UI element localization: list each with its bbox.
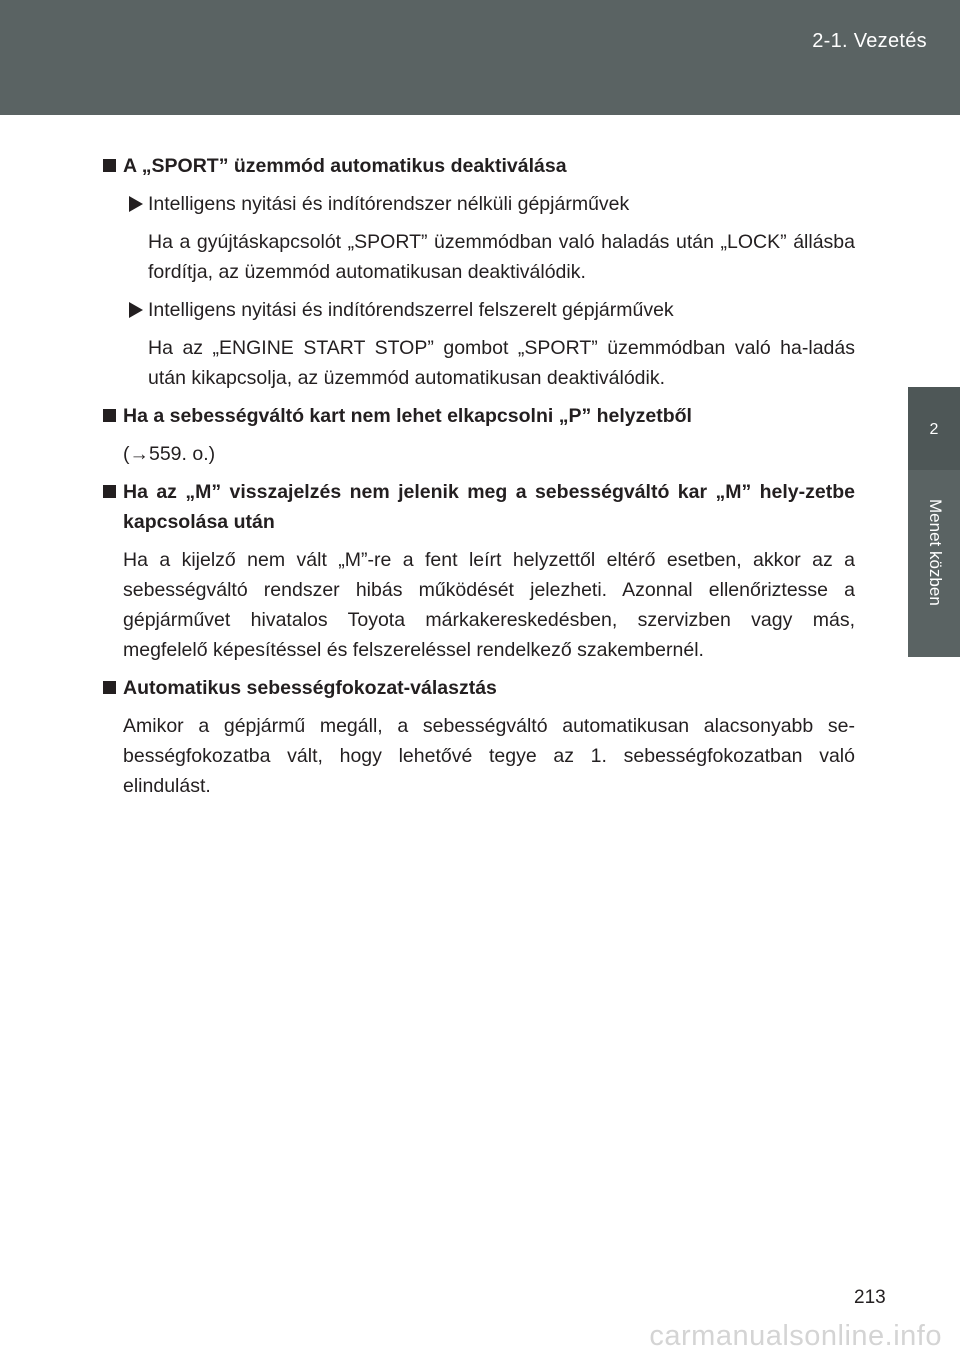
paragraph: Ha a kijelző nem vált „M”-re a fent leírt helyzettől eltérő esetben, akkor az a sebességváltó rendszer hibás működését jelezheti. Azonnal ellenőriztesse a gépjárművet hivatalos Toyota márkakereskedésben, szervizben vagy más, megfelelő képesítéssel és felszereléssel rendelkező szakembernél. xyxy=(123,549,855,661)
chapter-label: Menet közben xyxy=(926,499,945,606)
watermark: carmanualsonline.info xyxy=(649,1320,942,1352)
sub-heading-text: Intelligens nyitási és indítórendszer nélküli gépjárművek xyxy=(148,193,630,215)
page-content xyxy=(103,151,855,801)
sub-heading xyxy=(103,189,855,219)
paragraph: Ha az „ENGINE START STOP” gombot „SPORT” üzemmódban való ha-ladás után kikapcsolja, az üzemmód automatikusan deaktiválódik. xyxy=(148,337,855,389)
heading-text: Ha a sebességváltó kart nem lehet elkapcsolni „P” helyzetből xyxy=(123,405,692,427)
square-bullet-icon xyxy=(103,159,116,172)
heading-text: A „SPORT” üzemmód automatikus deaktiválása xyxy=(123,155,567,177)
chapter-tab-number-box xyxy=(908,387,960,470)
chapter-number: 2 xyxy=(929,421,939,438)
page-reference: (→559. o.) xyxy=(123,443,216,465)
header-band xyxy=(0,0,960,115)
chapter-tab xyxy=(908,387,960,657)
section-heading xyxy=(103,673,855,703)
paragraph: Amikor a gépjármű megáll, a sebességváltó automatikusan alacsonyabb se-bességfokozatba vált, hogy lehetővé tegye az 1. sebességfokozatban való elindulást. xyxy=(123,715,855,797)
section-heading xyxy=(103,151,855,181)
paragraph: Ha a gyújtáskapcsolót „SPORT” üzemmódban való haladás után „LOCK” állásba fordítja, az üzemmód automatikusan deaktiválódik. xyxy=(148,231,855,283)
section-heading xyxy=(103,401,855,431)
heading-text: Ha az „M” visszajelzés nem jelenik meg a sebességváltó kar „M” hely-zetbe kapcsolása után xyxy=(123,481,855,533)
page-number: 213 xyxy=(854,1287,886,1308)
section-heading xyxy=(103,477,855,537)
triangle-bullet-icon xyxy=(129,196,143,212)
heading-text: Automatikus sebességfokozat-választás xyxy=(123,677,497,699)
sub-heading xyxy=(103,295,855,325)
triangle-bullet-icon xyxy=(129,302,143,318)
square-bullet-icon xyxy=(103,681,116,694)
square-bullet-icon xyxy=(103,409,116,422)
square-bullet-icon xyxy=(103,485,116,498)
section-title: 2-1. Vezetés xyxy=(812,30,927,52)
sub-heading-text: Intelligens nyitási és indítórendszerrel felszerelt gépjárművek xyxy=(148,299,674,321)
